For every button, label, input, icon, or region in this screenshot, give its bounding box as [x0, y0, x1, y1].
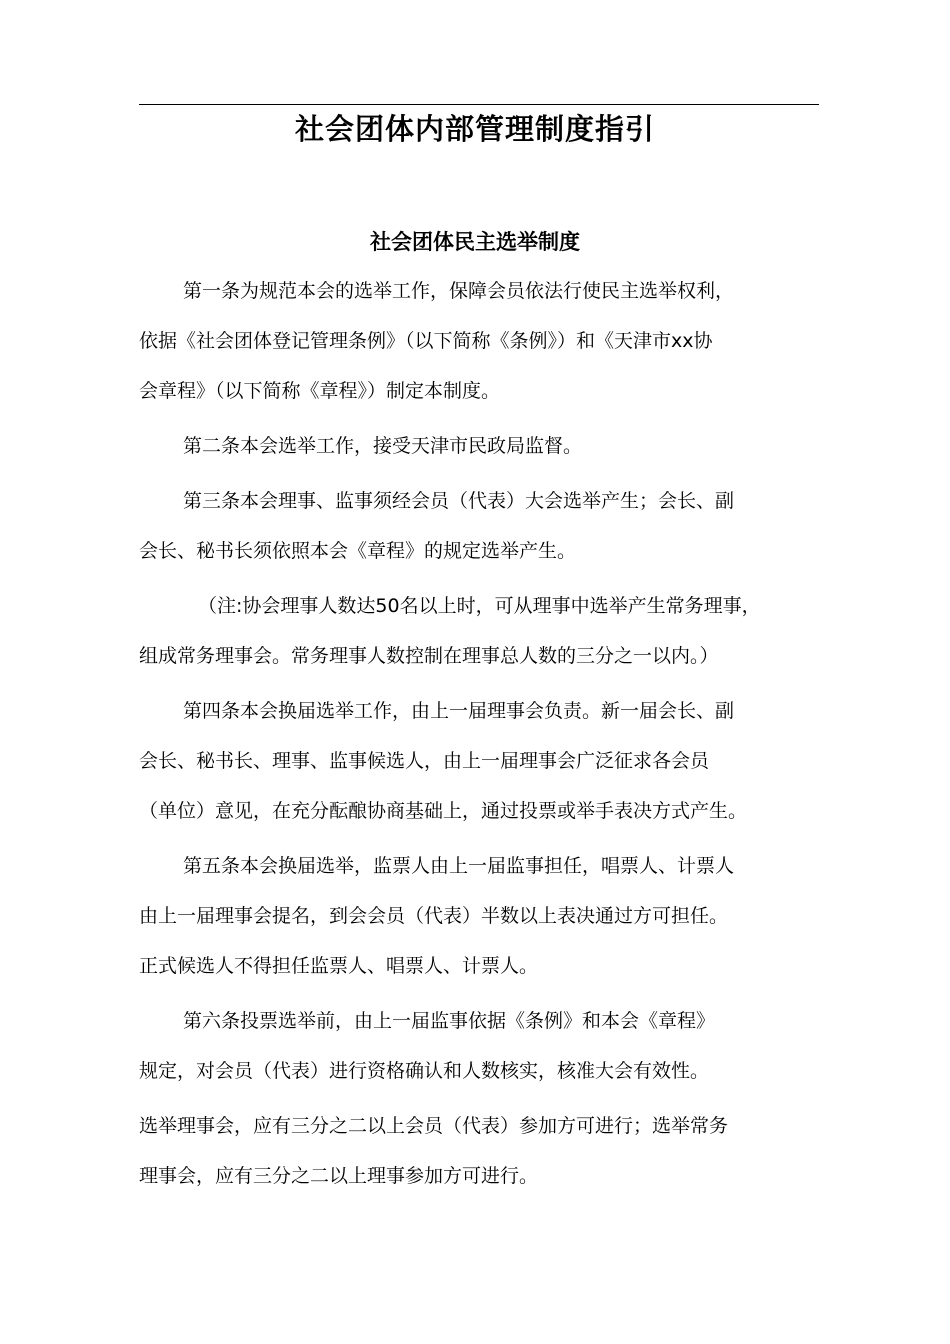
article-4-line-3: （单位）意见，在充分酝酿协商基础上，通过投票或举手表决方式产生。: [139, 800, 748, 822]
article-6-line-1: 第六条投票选举前，由上一届监事依据《条例》和本会《章程》: [183, 1010, 716, 1032]
article-4-line-1: 第四条本会换届选举工作，由上一届理事会负责。新一届会长、副: [183, 700, 735, 722]
article-5-line-2: 由上一届理事会提名，到会会员（代表）半数以上表决通过方可担任。: [139, 905, 729, 927]
article-6-line-2: 规定，对会员（代表）进行资格确认和人数核实，核准大会有效性。: [139, 1060, 710, 1082]
note-line-1: （注:协会理事人数达50名以上时，可从理事中选举产生常务理事，: [198, 595, 761, 617]
article-5-line-1: 第五条本会换届选举，监票人由上一届监事担任，唱票人、计票人: [183, 855, 735, 877]
article-1-line-1: 第一条为规范本会的选举工作，保障会员依法行使民主选举权利，: [183, 280, 735, 302]
article-4-line-2: 会长、秘书长、理事、监事候选人，由上一届理事会广泛征求各会员: [139, 750, 710, 772]
article-6-line-3: 选举理事会，应有三分之二以上会员（代表）参加方可进行；选举常务: [139, 1115, 729, 1137]
article-3-line-1: 第三条本会理事、监事须经会员（代表）大会选举产生；会长、副: [183, 490, 735, 512]
section-title: 社会团体民主选举制度: [370, 230, 580, 254]
document-title: 社会团体内部管理制度指引: [294, 112, 655, 146]
article-3-line-2: 会长、秘书长须依照本会《章程》的规定选举产生。: [139, 540, 577, 562]
article-1-line-2: 依据《社会团体登记管理条例》（以下简称《条例》）和《天津市xx协: [139, 330, 713, 352]
note-line-2: 组成常务理事会。常务理事人数控制在理事总人数的三分之一以内。）: [139, 645, 719, 667]
article-1-line-3: 会章程》（以下简称《章程》）制定本制度。: [139, 380, 501, 402]
article-5-line-3: 正式候选人不得担任监票人、唱票人、计票人。: [139, 955, 539, 977]
article-2-line-1: 第二条本会选举工作，接受天津市民政局监督。: [183, 435, 583, 457]
article-6-line-4: 理事会，应有三分之二以上理事参加方可进行。: [139, 1165, 539, 1187]
header-rule: [139, 104, 819, 105]
